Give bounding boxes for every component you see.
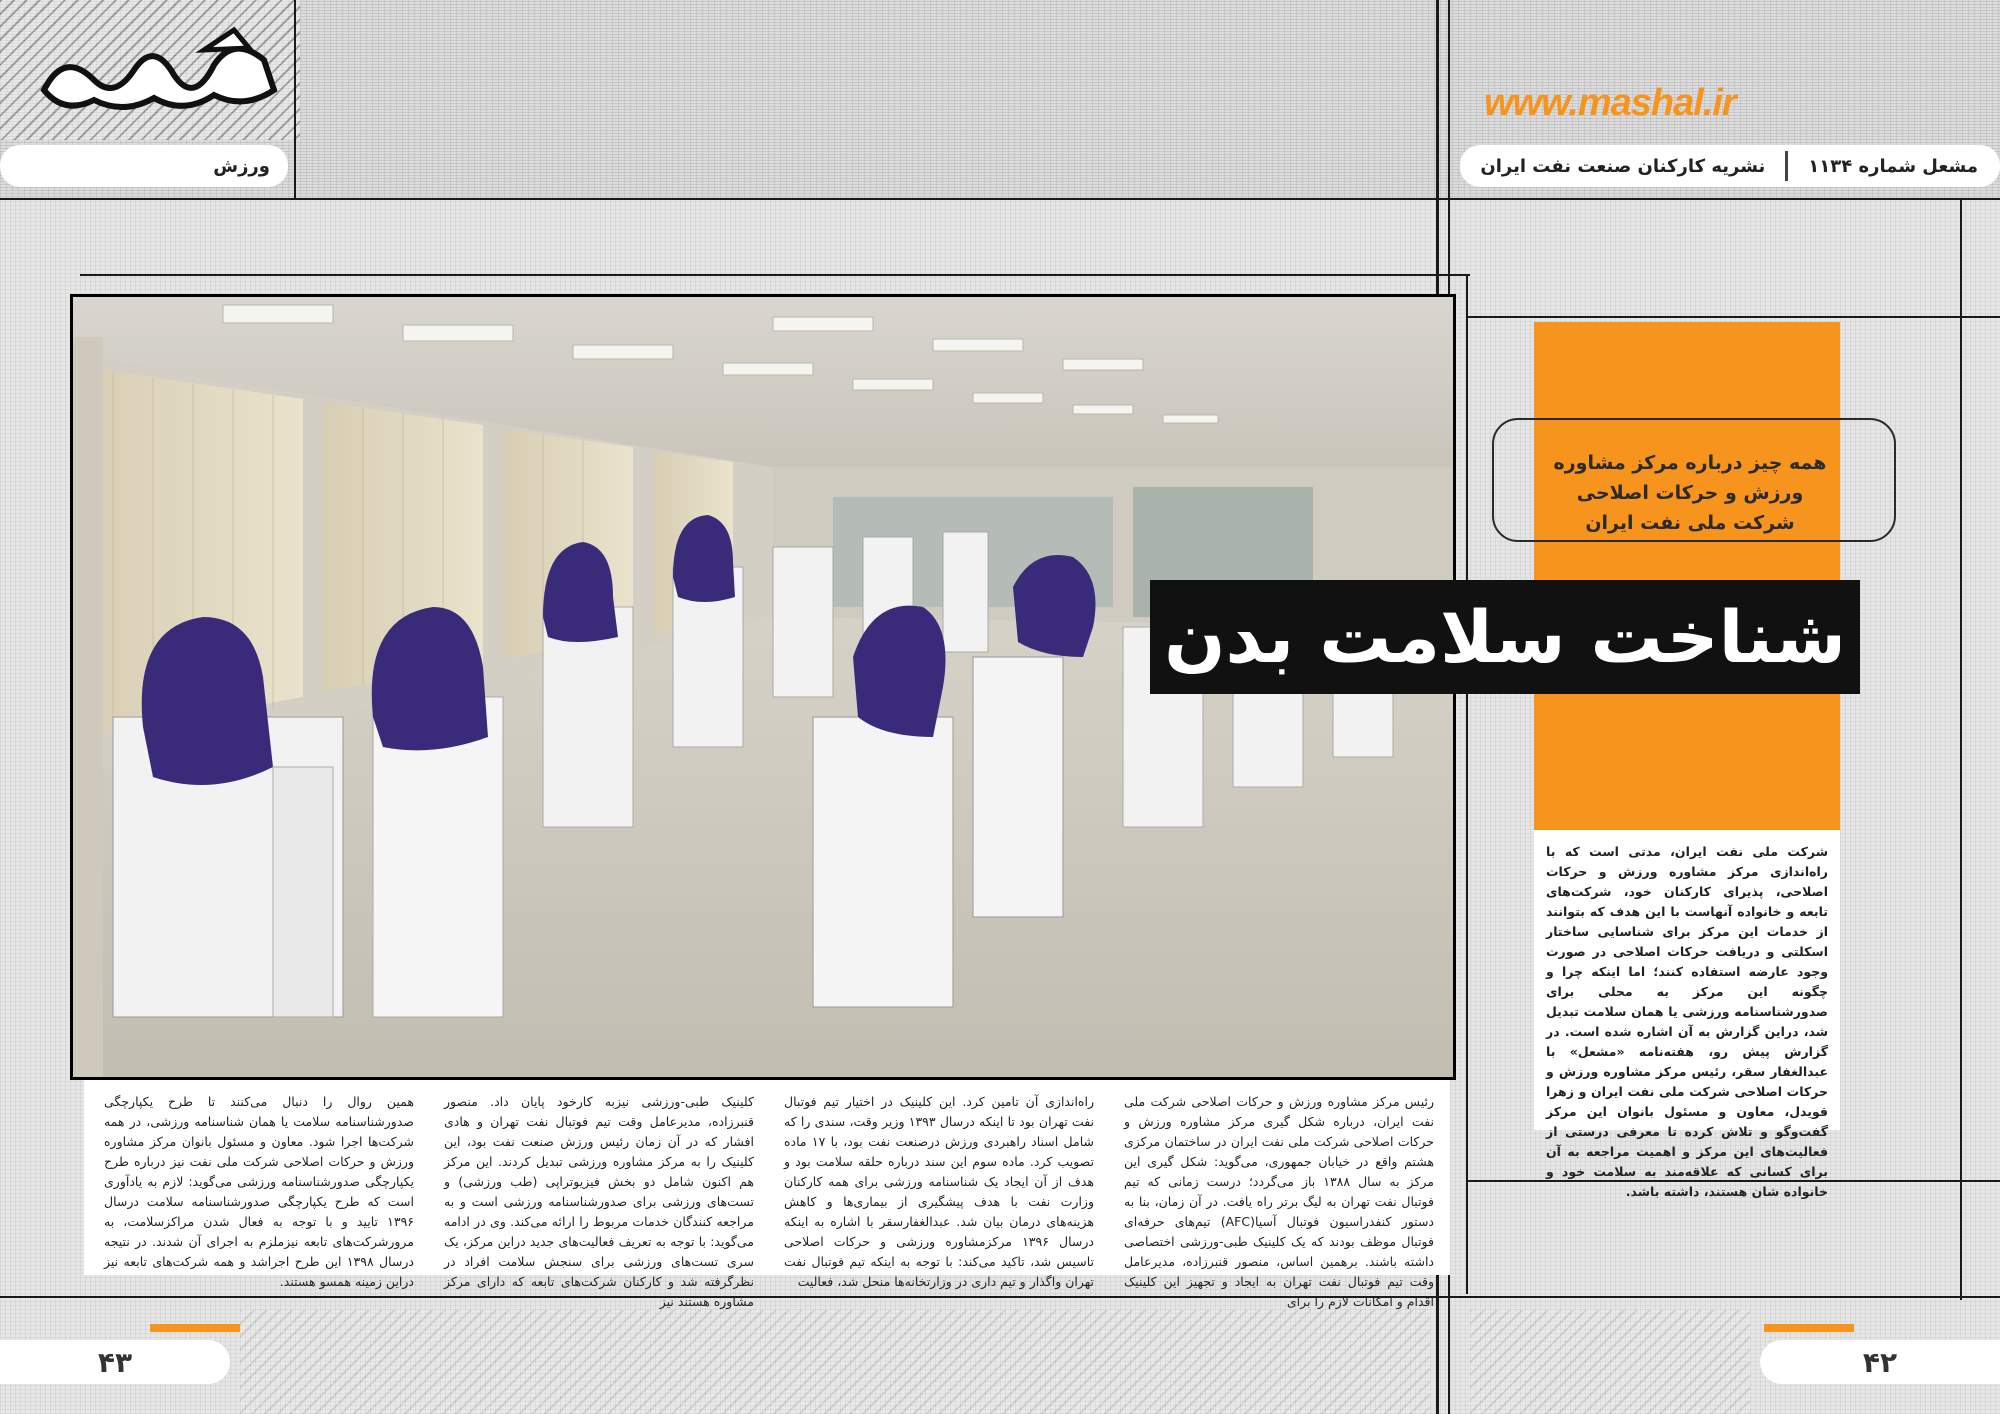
intro-panel (1534, 830, 1840, 1199)
footer-accent-left (150, 1324, 240, 1332)
hatch-pattern-bottom-right (1470, 1310, 1750, 1414)
article-body (84, 1080, 1450, 1309)
page-number-left-pill (0, 1340, 230, 1384)
footer-accent-right (1764, 1324, 1854, 1332)
headline-panel (1150, 580, 1860, 694)
hatch-pattern-bottom-left (240, 1310, 1430, 1414)
section-label: ورزش (213, 155, 270, 177)
issue-label: مشعل شماره ۱۱۳۴ (1808, 155, 1978, 177)
mashal-logo (34, 20, 284, 120)
intro-text: شرکت ملی نفت ایران، مدتی است که با راه‌اندازی مرکز مشاوره ورزش و حرکات اصلاحی، پذیرای کارکنان خود، شرکت‌های تابعه و خانواده آنهاست با این هدف که بتوانند از خدمات این مرکز برای شناسایی ساختار اسکلتی و دریافت حرکات اصلاحی در صورت وجود عارضه استفاده کنند؛ اما اینکه چرا و چگونه این مرکز به محلی برای صدورشناسنامه ورزشی یا همان سلامت تبدیل شد، دراین گزارش به آن اشاره شده است. در گزارش پیش رو، هفته‌نامه «مشعل» با عبدالغفار سقر، رئیس مرکز مشاوره ورزش و حرکات اصلاحی شرکت ملی نفت ایران و زهرا قویدل، معاون و مسئول بانوان این مرکز گفت‌وگو و تلاش کرده تا معرفی درستی از فعالیت‌های این مرکز و اهمیت مراجعه به آن برای کسانی که علاقه‌مند به سلامت خود و خانواده شان هستند، داشته باشد. (1546, 844, 1828, 1199)
body-column-1: رئیس مرکز مشاوره ورزش و حرکات اصلاحی شرکت ملی نفت ایران، درباره شکل گیری مرکز مشاوره ورزش و حرکات اصلاحی شرکت ملی نفت ایران در ساختمان مرکزی هشتم واقع در خیابان جمهوری، می‌گوید: شکل گیری این مرکز به سال ۱۳۸۸ باز می‌گردد؛ درست زمانی که تیم فوتبال نفت تهران به لیگ برتر راه یافت. در آن زمان، بنا به دستور کنفدراسیون فوتبال آسیا(AFC) تیم‌های حرفه‌ای فوتبال موظف بودند که یک کلینیک طبی-ورزشی اختصاصی داشته باشند. برهمین اساس، منصور قنبرزاده، مدیرعامل وقت تیم فوتبال نفت تهران به ایجاد و تجهیز این کلینیک اقدام و امکانات لازم را برای (1124, 1094, 1434, 1309)
body-column-2: راه‌اندازی آن تامین کرد. این کلینیک در اختیار تیم فوتبال نفت تهران بود تا اینکه درسال ۱۳۹۳ وزیر وقت، سندی را که شامل اسناد راهبردی ورزش درصنعت نفت بود، با ۱۷ ماده تصویب کرد. ماده سوم این سند درباره حلقه سلامت بود و هدف از آن ایجاد یک شناسنامه ورزشی برای همه کارکنان وزارت نفت با هدف پیشگیری از بیماری‌ها و کاهش هزینه‌های درمان بیان شد. عبدالغفارسقر با اشاره به اینکه درسال ۱۳۹۶ مرکزمشاوره ورزشی و حرکات اصلاحی تاسیس شد، تاکید می‌کند: با توجه به اینکه تیم فوتبال نفت تهران واگذار و تیم داری در وزارتخانه‌ها منحل شد، فعالیت (784, 1094, 1094, 1289)
body-column-3: کلینیک طبی-ورزشی نیزبه کارخود پایان داد. منصور قنبرزاده، مدیرعامل وقت تیم فوتبال نفت تهران و هادی افشار که در آن زمان رئیس ورزش صنعت نفت بود، این کلینیک را به مرکز مشاوره ورزشی تبدیل کردند. این مرکز هم اکنون شامل دو بخش فیزیوتراپی (طب ورزشی) و تست‌های ورزشی برای صدورشناسنامه ورزشی است و به مراجعه کنندگان خدمات مربوط را ارائه می‌کند. وی در ادامه می‌گوید: با توجه به تعریف فعالیت‌های جدید دراین مرکز، یک سری تست‌های ورزشی برای سنجش سلامت افراد در نظرگرفته شد و کارکنان شرکت‌های تابعه که دارای مرکز مشاوره هستند نیز (444, 1094, 754, 1309)
subtitle-line: همه چیز درباره مرکز مشاوره (1553, 452, 1827, 474)
page-number-right-pill (1760, 1340, 2000, 1384)
body-column-4: همین روال را دنبال می‌کنند تا طرح یکپارچگی صدورشناسنامه سلامت یا همان شناسنامه ورزشی، در همه شرکت‌ها اجرا شود. معاون و مسئول بانوان مرکز مشاوره ورزش و حرکات اصلاحی شرکت ملی نفت نیز درباره طرح یکپارچگی صدورشناسنامه ورزشی می‌گوید: لازم به یادآوری است که طرح یکپارچگی صدورشناسنامه سلامت درسال ۱۳۹۶ تایید و با توجه به فعال شدن مراکزسلامت، به مرورشرکت‌های تابعه نیزملزم به اجرای آن شدند. در نتیجه درسال ۱۳۹۸ این طرح اجراشد و همه شرکت‌های تابعه نیز دراین زمینه همسو هستند. (104, 1094, 414, 1289)
frame-line-h3 (0, 1296, 2000, 1298)
pill-divider (1785, 151, 1788, 181)
frame-line-h2 (80, 274, 1470, 276)
frame-line-h4 (1466, 316, 2000, 318)
frame-line-v5 (1960, 200, 1962, 1300)
page-number-left: ۴۳ (97, 1345, 133, 1379)
article-subtitle (1540, 448, 1840, 538)
website-url[interactable]: www.mashal.ir (1484, 82, 1736, 124)
frame-line-v3 (294, 0, 296, 200)
subtitle-line: ورزش و حرکات اصلاحی (1576, 482, 1804, 504)
article-headline: شناخت سلامت بدن (1164, 595, 1846, 679)
issue-pill (1460, 145, 2000, 187)
page-number-right: ۴۲ (1862, 1345, 1898, 1379)
orange-title-panel (1534, 322, 1840, 830)
publication-label: نشریه کارکنان صنعت نفت ایران (1480, 155, 1766, 177)
frame-line-v4 (1466, 274, 1468, 1294)
frame-line-h1 (0, 198, 2000, 200)
section-pill (0, 145, 288, 187)
subtitle-line: شرکت ملی نفت ایران (1585, 512, 1795, 534)
